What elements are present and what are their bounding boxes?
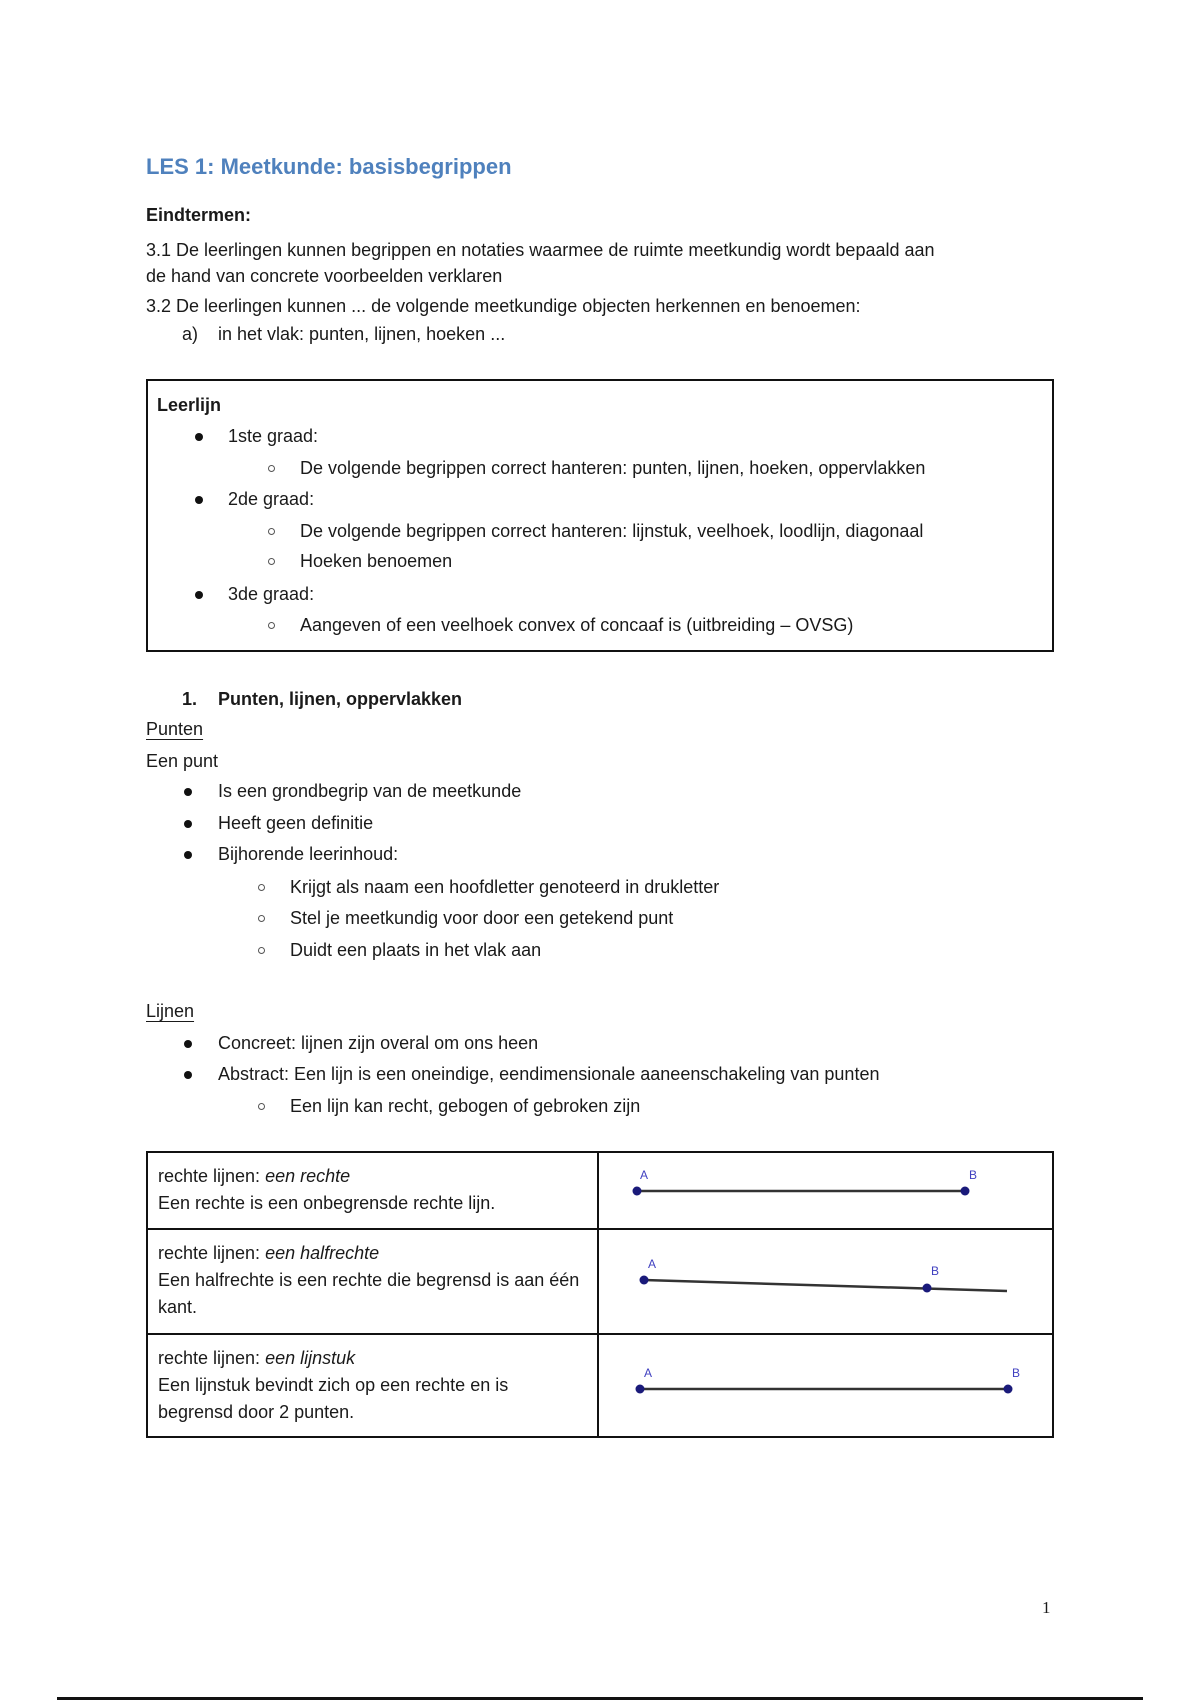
row-term: een lijnstuk <box>265 1348 356 1368</box>
punten-subheading: Punten <box>146 719 204 739</box>
leerlijn-item-2-sub-2: Hoeken benoemen <box>300 551 453 571</box>
lijnen-bullet-2: Abstract: Een lijn is een oneindige, eendimensionale aaneenschakeling van punten <box>218 1064 880 1084</box>
table-cell-figure <box>599 1230 1052 1333</box>
point-a-icon <box>633 1187 642 1196</box>
leerlijn-item-1-sub-1: De volgende begrippen correct hanteren: punten, lijnen, hoeken, oppervlakken <box>300 458 926 478</box>
point-b-label: B <box>969 1168 978 1182</box>
punten-sub-bullet-1: Krijgt als naam een hoofdletter genoteerd in drukletter <box>290 877 720 897</box>
row-desc: Een halfrechte is een rechte die begrensd is aan één kant. <box>158 1270 580 1317</box>
circle-bullet-icon <box>258 1103 265 1110</box>
bullet-icon <box>184 788 192 796</box>
table-cell-description <box>148 1153 599 1228</box>
circle-bullet-icon <box>268 622 275 629</box>
bullet-icon <box>184 1071 192 1079</box>
lijnen-bullet-1: Concreet: lijnen zijn overal om ons heen <box>218 1033 539 1053</box>
punten-sub-bullet-3: Duidt een plaats in het vlak aan <box>290 940 542 960</box>
punten-intro: Een punt <box>146 751 219 771</box>
point-b-icon <box>1004 1385 1013 1394</box>
leerlijn-item-3-sub-1: Aangeven of een veelhoek convex of concaaf is (uitbreiding – OVSG) <box>300 615 854 635</box>
point-a-label: A <box>648 1257 657 1271</box>
bullet-icon <box>184 820 192 828</box>
punten-bullet-2: Heeft geen definitie <box>218 813 374 833</box>
row-prefix: rechte lijnen: <box>158 1243 266 1263</box>
leerlijn-item-2: 2de graad: <box>228 489 315 509</box>
circle-bullet-icon <box>258 884 265 891</box>
eindterm-3-1-line1: 3.1 De leerlingen kunnen begrippen en notaties waarmee de ruimte meetkundig wordt bepaald aan <box>146 240 935 260</box>
bullet-icon <box>195 496 203 504</box>
eindtermen-heading: Eindtermen: <box>146 205 252 225</box>
halfrechte-line-figure <box>599 1230 1054 1333</box>
point-b-icon <box>961 1187 970 1196</box>
table-cell-description <box>148 1335 599 1436</box>
row-term: een halfrechte <box>265 1243 380 1263</box>
circle-bullet-icon <box>258 947 265 954</box>
point-a-icon <box>636 1385 645 1394</box>
table-cell-figure <box>599 1153 1052 1228</box>
lines-table <box>146 1151 1054 1438</box>
circle-bullet-icon <box>268 558 275 565</box>
leerlijn-item-3: 3de graad: <box>228 584 315 604</box>
eindterm-3-2: 3.2 De leerlingen kunnen ... de volgende meetkundige objecten herkennen en benoemen: <box>146 296 861 316</box>
point-b-label: B <box>931 1264 940 1278</box>
page-number: 1 <box>1042 1598 1051 1617</box>
bullet-icon <box>195 591 203 599</box>
lijnen-subheading: Lijnen <box>146 1001 195 1021</box>
circle-bullet-icon <box>258 915 265 922</box>
row-prefix: rechte lijnen: <box>158 1166 266 1186</box>
eindterm-3-1-line2: de hand van concrete voorbeelden verklaren <box>146 266 503 286</box>
row-desc: Een lijnstuk bevindt zich op een rechte en is begrensd door 2 punten. <box>158 1375 509 1422</box>
bullet-icon <box>195 433 203 441</box>
punten-bullet-3: Bijhorende leerinhoud: <box>218 844 399 864</box>
table-cell-description <box>148 1230 599 1333</box>
row-term: een rechte <box>265 1166 351 1186</box>
bullet-icon <box>184 851 192 859</box>
eindterm-sub-a-marker: a) <box>182 324 199 344</box>
rechte-line-figure <box>599 1153 1054 1228</box>
circle-bullet-icon <box>268 528 275 535</box>
table-cell-figure <box>599 1335 1052 1436</box>
section-heading: Punten, lijnen, oppervlakken <box>218 689 463 709</box>
table-row <box>148 1153 1052 1230</box>
point-b-label: B <box>1012 1366 1021 1380</box>
bullet-icon <box>184 1040 192 1048</box>
eindterm-sub-a-text: in het vlak: punten, lijnen, hoeken ... <box>218 324 506 344</box>
punten-sub-bullet-2: Stel je meetkundig voor door een getekend punt <box>290 908 674 928</box>
table-row <box>148 1230 1052 1335</box>
lijnstuk-line-figure <box>599 1335 1054 1434</box>
leerlijn-item-2-sub-1: De volgende begrippen correct hanteren: lijnstuk, veelhoek, loodlijn, diagonaal <box>300 521 924 541</box>
leerlijn-heading: Leerlijn <box>157 395 222 415</box>
table-row <box>148 1335 1052 1436</box>
point-a-label: A <box>640 1168 649 1182</box>
circle-bullet-icon <box>268 465 275 472</box>
point-a-icon <box>640 1276 649 1285</box>
leerlijn-item-1: 1ste graad: <box>228 426 319 446</box>
section-number: 1. <box>182 689 198 709</box>
page-title: LES 1: Meetkunde: basisbegrippen <box>146 154 512 179</box>
punten-bullet-1: Is een grondbegrip van de meetkunde <box>218 781 522 801</box>
point-b-icon <box>923 1284 932 1293</box>
row-prefix: rechte lijnen: <box>158 1348 266 1368</box>
lijnen-sub-bullet-1: Een lijn kan recht, gebogen of gebroken zijn <box>290 1096 641 1116</box>
point-a-label: A <box>644 1366 653 1380</box>
row-desc: Een rechte is een onbegrensde rechte lijn. <box>158 1193 496 1213</box>
